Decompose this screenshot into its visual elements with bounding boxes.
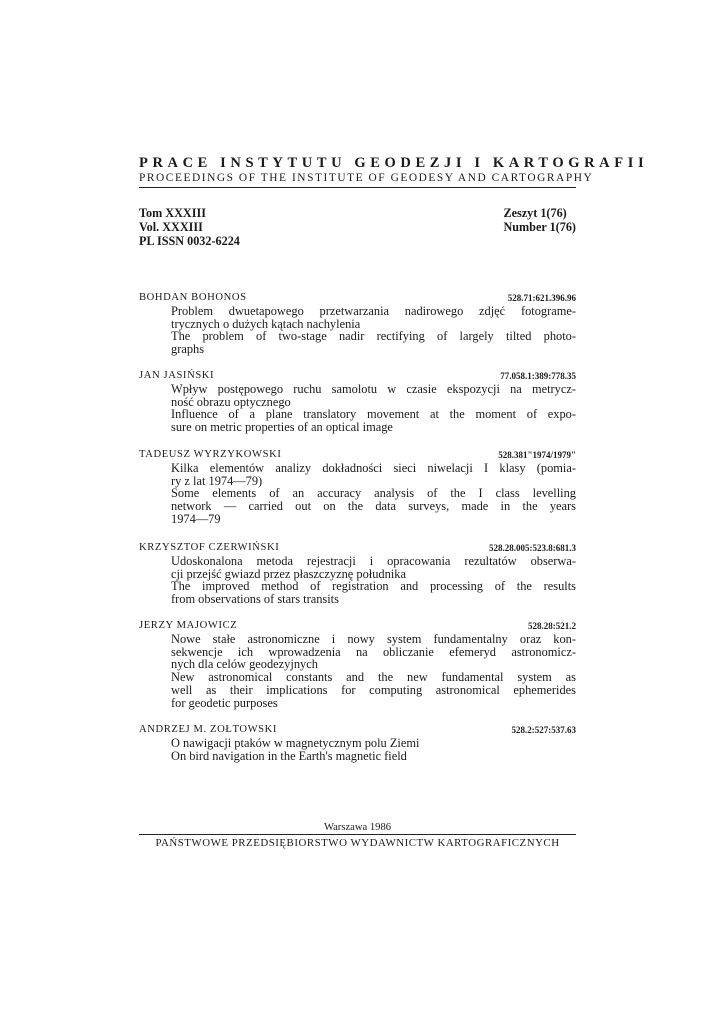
entry-text-line: ry z lat 1974—79) [171, 473, 263, 488]
entry-text-line: On bird navigation in the Earth's magnetic field [171, 748, 407, 763]
entry-udc-code: 528.2:527:537.63 [511, 725, 576, 735]
entry-udc-code: 528.71:621.396.96 [507, 293, 576, 303]
contents-entry [139, 448, 576, 526]
entry-text-line: sekwencje ich wprowadzenia na obliczanie efemeryd astronomicz- [171, 644, 576, 659]
entry-author: JAN JASIŃSKI [139, 370, 215, 381]
entry-text-line: well as their implications for computing astronomical ephemerides [171, 682, 576, 697]
publication-place-year: Warszawa 1986 [323, 822, 392, 833]
volume-info [139, 206, 240, 248]
header-rule [139, 187, 576, 188]
number-label: Number 1(76) [503, 220, 576, 234]
issn-label: PL ISSN 0032-6224 [139, 234, 240, 248]
entry-text-line: Kilka elementów analizy dokładności sieci niwelacji I klasy (pomia- [171, 461, 576, 475]
contents-entry [139, 723, 576, 762]
entry-text-line: O nawigacji ptaków w magnetycznym polu Ziemi [171, 736, 420, 750]
entry-author: KRZYSZTOF CZERWIŃSKI [139, 542, 280, 553]
entry-text-line: New astronomical constants and the new fundamental system as [171, 670, 576, 685]
entry-author: ANDRZEJ M. ZOŁTOWSKI [139, 724, 278, 735]
journal-title-polish: PRACE INSTYTUTU GEODEZJI I KARTOGRAFII [139, 155, 649, 171]
entry-text-line: for geodetic purposes [171, 695, 278, 710]
entry-udc-code: 528.381"1974/1979" [498, 450, 576, 460]
entry-text-line: network — carried out on the data surveys, made in the years [171, 499, 576, 514]
entry-text-line: Nowe stałe astronomiczne i nowy system fundamentalny oraz kon- [171, 632, 576, 646]
entry-text-line: cji przejść gwiazd przez płaszczyznę południka [171, 566, 406, 581]
contents-entry [139, 369, 576, 434]
entry-text-line: graphs [171, 342, 205, 357]
tom-label: Tom XXXIII [139, 206, 206, 220]
footer-rule [139, 834, 576, 835]
issue-info [503, 206, 576, 234]
entry-text-line: from observations of stars transits [171, 592, 339, 607]
contents-entry [139, 541, 576, 606]
contents-entry [139, 619, 576, 709]
vol-label: Vol. XXXIII [139, 220, 203, 234]
entry-text-line: Wpływ postępowego ruchu samolotu w czasie ekspozycji na metrycz- [171, 382, 576, 396]
entry-text-line: Problem dwuetapowego przetwarzania nadirowego zdjęć fotograme- [171, 304, 576, 318]
entry-text-line: The problem of two-stage nadir rectifying of largely tilted photo- [171, 329, 576, 344]
entry-author: TADEUSZ WYRZYKOWSKI [139, 449, 282, 460]
entry-text-line: Influence of a plane translatory movement at the moment of expo- [171, 407, 576, 422]
publisher-name: PAŃSTWOWE PRZEDSIĘBIORSTWO WYDAWNICTW KARTOGRAFICZNYCH [155, 837, 560, 849]
entry-udc-code: 77.058.1:389:778.35 [500, 371, 576, 381]
entry-text-line: The improved method of registration and processing of the results [171, 579, 576, 594]
entry-text-line: trycznych o dużych kątach nachylenia [171, 316, 361, 331]
contents-entry [139, 291, 576, 356]
entry-text-line: ność obrazu optycznego [171, 394, 291, 409]
zeszyt-label: Zeszyt 1(76) [503, 206, 567, 220]
entry-author: JERZY MAJOWICZ [139, 620, 238, 631]
entry-text-line: Udoskonalona metoda rejestracji i opracowania rezultatów obserwa- [171, 554, 576, 568]
entry-text-line: sure on metric properties of an optical image [171, 420, 393, 435]
entry-udc-code: 528.28.005:523.8:681.3 [489, 543, 576, 553]
journal-title-english: PROCEEDINGS OF THE INSTITUTE OF GEODESY AND CARTOGRAPHY [139, 172, 594, 184]
entry-text-line: 1974—79 [171, 511, 221, 526]
entry-text-line: Some elements of an accuracy analysis of the I class levelling [171, 486, 576, 501]
entry-udc-code: 528.28:521.2 [528, 621, 576, 631]
entry-text-line: nych dla celów geodezyjnych [171, 657, 318, 672]
entry-author: BOHDAN BOHONOS [139, 292, 247, 303]
